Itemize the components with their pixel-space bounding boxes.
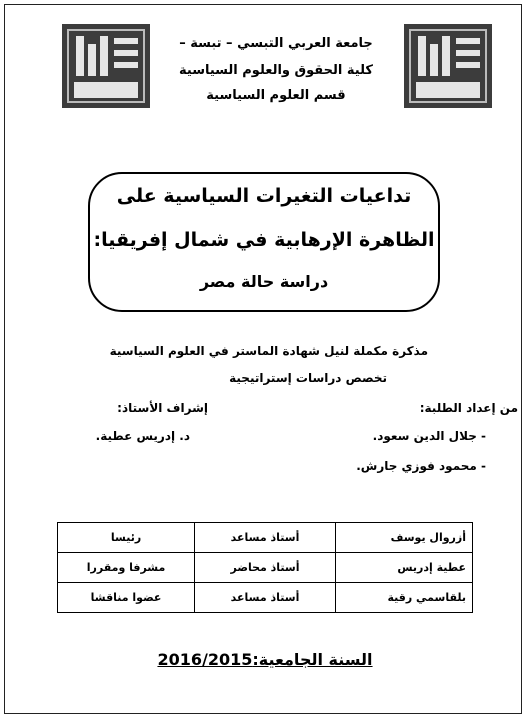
committee-member-name: بلقاسمي رقية — [335, 583, 472, 613]
table-row — [58, 583, 473, 613]
university-logo-icon — [62, 24, 150, 108]
committee-member-name: عطية إدريس — [335, 553, 472, 583]
university-name: جامعة العربي التبسي – تبسة – — [179, 36, 373, 51]
academic-year: السنة الجامعية:2016/2015 — [157, 650, 373, 669]
thesis-title-line-1: تداعيات التغيرات السياسية على — [116, 185, 412, 207]
thesis-subtitle: دراسة حالة مصر — [199, 272, 329, 291]
table-row — [58, 523, 473, 553]
committee-member-rank: أستاذ مساعد — [195, 583, 336, 613]
committee-member-role: عضوا مناقشا — [58, 583, 195, 613]
students-label: من إعداد الطلبة: — [419, 401, 518, 415]
committee-member-rank: أستاذ محاضر — [195, 553, 336, 583]
supervisor-name: د. إدريس عطية. — [95, 429, 190, 443]
thesis-specialty: تخصص دراسات إستراتيجية — [229, 371, 387, 385]
university-logo-icon — [404, 24, 492, 108]
committee-member-role: مشرفا ومقررا — [58, 553, 195, 583]
faculty-name: كلية الحقوق والعلوم السياسية — [179, 63, 373, 78]
committee-member-rank: أستاذ مساعد — [195, 523, 336, 553]
committee-member-role: رئيسا — [58, 523, 195, 553]
department-name: قسم العلوم السياسية — [206, 88, 346, 103]
supervisor-label: إشراف الأستاذ: — [117, 401, 208, 415]
university-logo-icon — [62, 24, 150, 108]
thesis-title-line-2: الظاهرة الإرهابية في شمال إفريقيا: — [93, 229, 435, 251]
student-name: - جلال الدين سعود. — [372, 429, 486, 443]
table-row — [58, 553, 473, 583]
student-name: - محمود فوزي جارش. — [356, 459, 486, 473]
committee-table — [57, 522, 473, 613]
committee-member-name: أزروال يوسف — [335, 523, 472, 553]
university-logo-icon — [404, 24, 492, 108]
thesis-description: مذكرة مكملة لنيل شهادة الماستر في العلوم السياسية — [109, 344, 428, 358]
thesis-title-box — [88, 172, 440, 312]
